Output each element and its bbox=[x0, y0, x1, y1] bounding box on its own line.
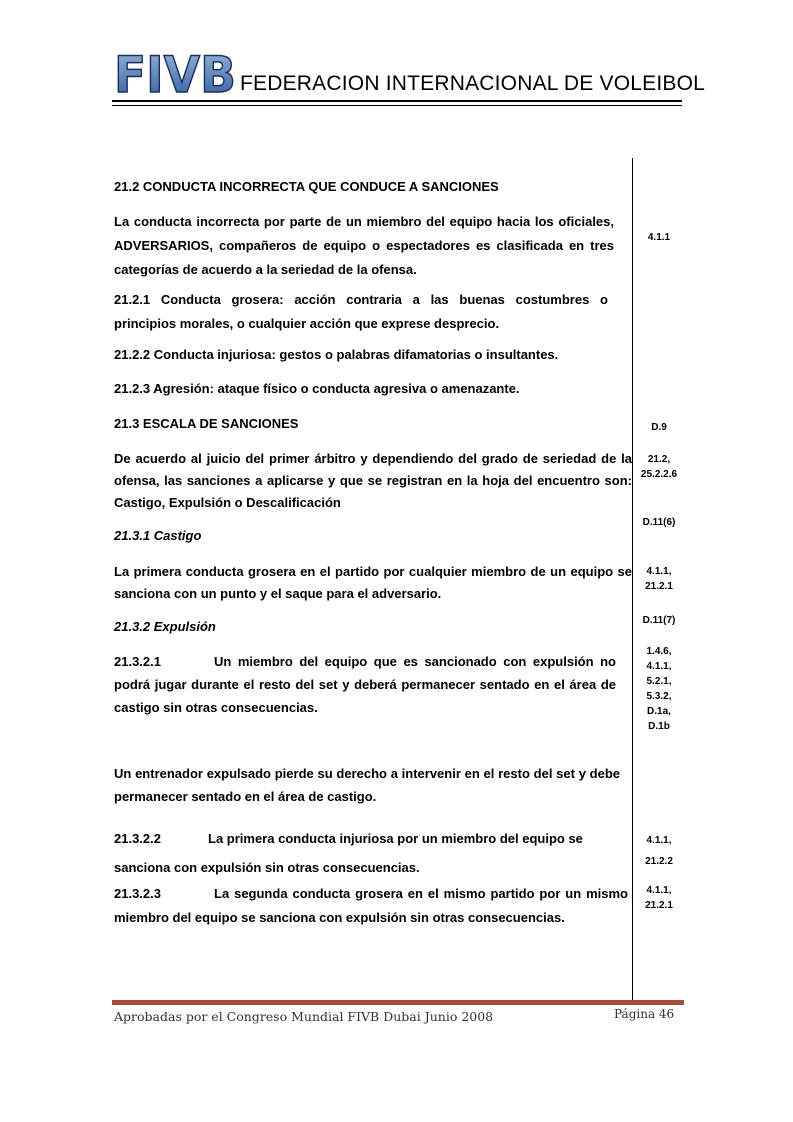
paragraph-21-2-2: 21.2.2 Conducta injuriosa: gestos o palabras difamatorias o insultantes. bbox=[114, 347, 559, 362]
paragraph-21-3-2-3 bbox=[114, 882, 628, 930]
reference-d-11-6: D.11(6) bbox=[642, 517, 676, 528]
clause-text: La primera conducta injuriosa por un miembro del equipo se sanciona con expulsión sin otras consecuencias. bbox=[114, 831, 583, 875]
paragraph-21-3-1: La primera conducta grosera en el partido por cualquier miembro de un equipo se sanciona con un punto y el saque para el adversario. bbox=[114, 564, 632, 601]
clause-text: Un miembro del equipo que es sancionado con expulsión no podrá jugar durante el resto del set y deberá permanecer sentado en el área de castigo sin otras consecuencias. bbox=[114, 654, 616, 715]
paragraph-21-2: La conducta incorrecta por parte de un miembro del equipo hacia los oficiales, ADVERSARIOS, compañeros de equipo o espectadores es clasificada en tres categorías de acuerdo a la seriedad de la ofensa. bbox=[114, 214, 614, 277]
reference-4-1-1: 4.1.1 bbox=[647, 232, 671, 243]
reference-castigo: 4.1.1, 21.2.1 bbox=[645, 566, 673, 592]
clause-number: 21.3.2.2 bbox=[114, 831, 161, 846]
paragraph-21-3-2-1 bbox=[114, 650, 616, 719]
section-heading-21-2: 21.2 CONDUCTA INCORRECTA QUE CONDUCE A SANCIONES bbox=[114, 179, 499, 194]
header-divider bbox=[112, 100, 682, 106]
paragraph-21-3: De acuerdo al juicio del primer árbitro y dependiendo del grado de seriedad de la ofensa, las sanciones a aplicarse y que se registran en la hoja del encuentro son: Castigo, Expulsión o Descalificación bbox=[114, 451, 632, 510]
paragraph-21-2-3: 21.2.3 Agresión: ataque físico o conducta agresiva o amenazante. bbox=[114, 381, 520, 396]
reference-21-2: 21.2, 25.2.2.6 bbox=[640, 454, 678, 480]
section-heading-21-3: 21.3 ESCALA DE SANCIONES bbox=[114, 416, 299, 431]
clause-number: 21.3.2.3 bbox=[114, 886, 161, 901]
reference-d-11-7: D.11(7) bbox=[642, 615, 676, 626]
reference-21-3-2-3: 4.1.1, 21.2.1 bbox=[645, 885, 673, 911]
clause-number: 21.3.2.1 bbox=[114, 654, 161, 669]
paragraph-21-2-1: 21.2.1 Conducta grosera: acción contraria a las buenas costumbres o principios morales, o cualquier acción que exprese desprecio. bbox=[114, 292, 608, 331]
footer-approval-text: Aprobadas por el Congreso Mundial FIVB Dubai Junio 2008 bbox=[114, 1009, 494, 1024]
page-number: Página 46 bbox=[614, 1007, 675, 1021]
footer-divider bbox=[112, 1000, 684, 1005]
paragraph-coach-expulsion: Un entrenador expulsado pierde su derecho a intervenir en el resto del set y debe permanecer sentado en el área de castigo. bbox=[114, 766, 620, 804]
subheading-21-3-2: 21.3.2 Expulsión bbox=[114, 619, 216, 634]
organization-title: FEDERACION INTERNACIONAL DE VOLEIBOL bbox=[240, 72, 706, 95]
reference-21-3-2-2: 4.1.1, 21.2.2 bbox=[645, 835, 673, 867]
reference-expulsion: 1.4.6, 4.1.1, 5.2.1, 5.3.2, D.1a, D.1b bbox=[646, 646, 672, 732]
svg-text:FIVB: FIVB bbox=[114, 46, 236, 98]
subheading-21-3-1: 21.3.1 Castigo bbox=[114, 528, 202, 543]
clause-text: La segunda conducta grosera en el mismo partido por un mismo miembro del equipo se sanciona con expulsión sin otras consecuencias. bbox=[114, 886, 628, 925]
reference-d-9: D.9 bbox=[651, 422, 667, 433]
fivb-logo bbox=[112, 46, 238, 98]
paragraph-21-3-2-2 bbox=[114, 824, 614, 882]
